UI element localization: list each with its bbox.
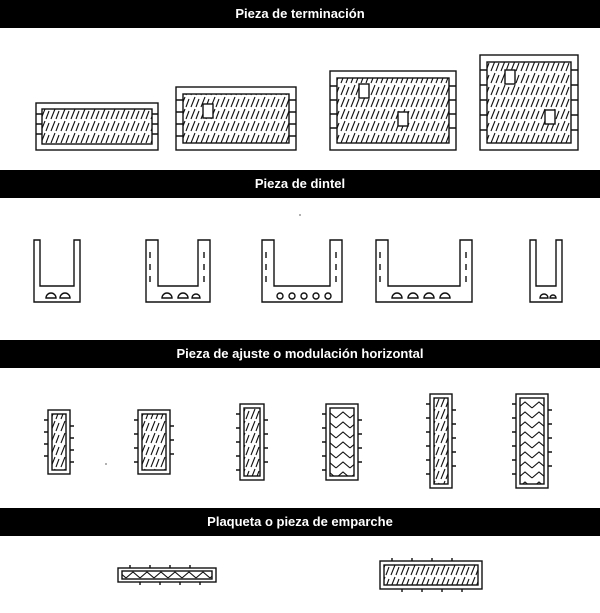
dintel-block-5: [530, 240, 562, 302]
terminacion-block-2: [176, 87, 296, 150]
ajuste-block-3: [236, 404, 268, 480]
terminacion-block-1: [36, 103, 158, 150]
section-title-terminacion: Pieza de terminación: [0, 0, 600, 28]
section-title-ajuste: Pieza de ajuste o modulación horizontal: [0, 340, 600, 368]
dintel-block-2: [146, 240, 210, 302]
ajuste-block-1: [44, 410, 74, 474]
section-title-dintel: Pieza de dintel: [0, 170, 600, 198]
dintel-block-1: [34, 240, 80, 302]
ajuste-block-6: [512, 394, 552, 488]
plaqueta-block-2: [380, 558, 482, 592]
ajuste-block-5: [426, 394, 456, 488]
terminacion-block-4: [480, 55, 578, 150]
ajuste-block-2: [134, 410, 174, 474]
paper-specks: [105, 214, 301, 465]
dintel-block-3: [262, 240, 342, 302]
ajuste-block-4: [322, 404, 362, 480]
dintel-block-4: [376, 240, 472, 302]
section-title-plaqueta: Plaqueta o pieza de emparche: [0, 508, 600, 536]
terminacion-block-3: [330, 71, 456, 150]
plaqueta-block-1: [118, 565, 216, 585]
